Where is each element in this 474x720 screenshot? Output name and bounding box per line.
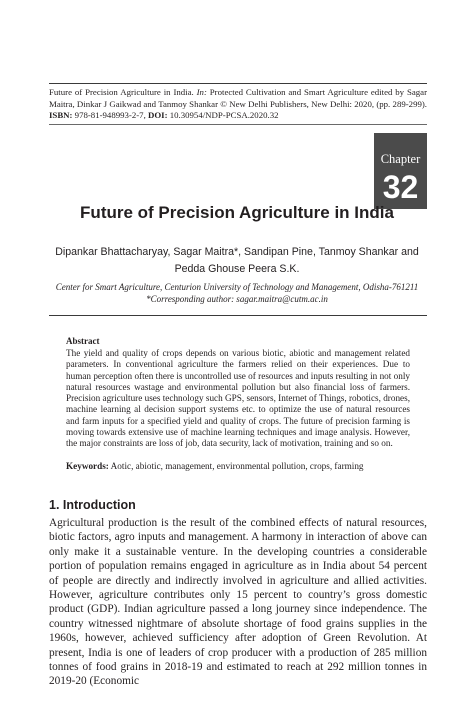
citation-text-2: Protected Cultivation and Smart Agriculture edited by Sagar Maitra, Dinkar J Gaikwad and Tanmoy Shankar © New Delhi Publishers, New Delhi: 2020, (pp. 289-299). bbox=[49, 87, 427, 109]
chapter-title: Future of Precision Agriculture in India bbox=[80, 203, 394, 222]
isbn-value: 978-81-948993-2-7, bbox=[72, 110, 148, 121]
introduction-text: Agricultural production is the result of the combined effects of natural resources, biotic factors, agro inputs and management. A harmony in interaction of above can only make it a sustainable venture. In the developing countries a considerable portion of population remains engaged in agriculture as in India about 54 percent of people are directly and indirectly involved in agriculture and allied activities. However, agriculture contributes only 15 percent to country’s gross domestic product (GDP). Indian agriculture passed a long journey since independence. The country witnessed nightmare of absolute shortage of food grains supplies in the 1960s, however, achieved sufficiency after adoption of Green Revolution. At present, India is one of leaders of crop producer with a production of 285 million tonnes of food grains in 2018-19 and estimated to reach at 292 million tonnes in 2019-20 (Economic bbox=[49, 517, 427, 688]
affiliation: Center for Smart Agriculture, Centurion University of Technology and Management, Odisha-761211 bbox=[55, 282, 419, 292]
citation-in-label: In: bbox=[196, 87, 207, 97]
abstract-rule bbox=[49, 315, 427, 316]
keywords-value: Aotic, abiotic, management, environmental pollution, crops, farming bbox=[108, 461, 364, 471]
doi-label: DOI: bbox=[147, 110, 168, 121]
abstract-heading: Abstract bbox=[66, 336, 100, 346]
chapter-label: Chapter bbox=[380, 152, 421, 166]
chapter-number: 32 bbox=[382, 169, 419, 205]
author-list: Dipankar Bhattacharyay, Sagar Maitra*, Sandipan Pine, Tanmoy Shankar and Pedda Ghouse Peera S.K. bbox=[55, 246, 419, 275]
keywords-label: Keywords: bbox=[66, 461, 109, 471]
citation-rule bbox=[49, 124, 427, 125]
chapter-badge bbox=[374, 133, 427, 209]
keywords-line bbox=[66, 461, 410, 471]
affiliation-block bbox=[30, 282, 444, 305]
abstract-text: The yield and quality of crops depends on various biotic, abiotic and management related parameters. In conventional agriculture the farmers relied on their experiences. Due to human perception often there is uncontrolled use of resources and inputs resulting in not only natural resources wastage and environmental pollution but also financial loss of farmers. Precision agriculture uses technology such GPS, sensors, Internet of Things, robotics, drones, machine learning al decision support systems etc. to optimize the use of natural resources and farm inputs for a specified yield and quality of crops. The future of precision farming is moving towards extensive use of machine learning techniques and image analysis. However, the major constraints are loss of job, data security, lack of motivation, training and so on. bbox=[66, 348, 410, 449]
doi-value: 10.30954/NDP-PCSA.2020.32 bbox=[167, 110, 279, 121]
top-rule bbox=[49, 83, 427, 84]
corresponding-author: *Corresponding author: sagar.maitra@cutm.ac.in bbox=[146, 293, 328, 304]
section-heading-introduction: 1. Introduction bbox=[49, 498, 136, 512]
isbn-label: ISBN: bbox=[49, 110, 73, 121]
citation-block bbox=[49, 87, 427, 122]
citation-text-1: Future of Precision Agriculture in India. bbox=[49, 87, 197, 97]
